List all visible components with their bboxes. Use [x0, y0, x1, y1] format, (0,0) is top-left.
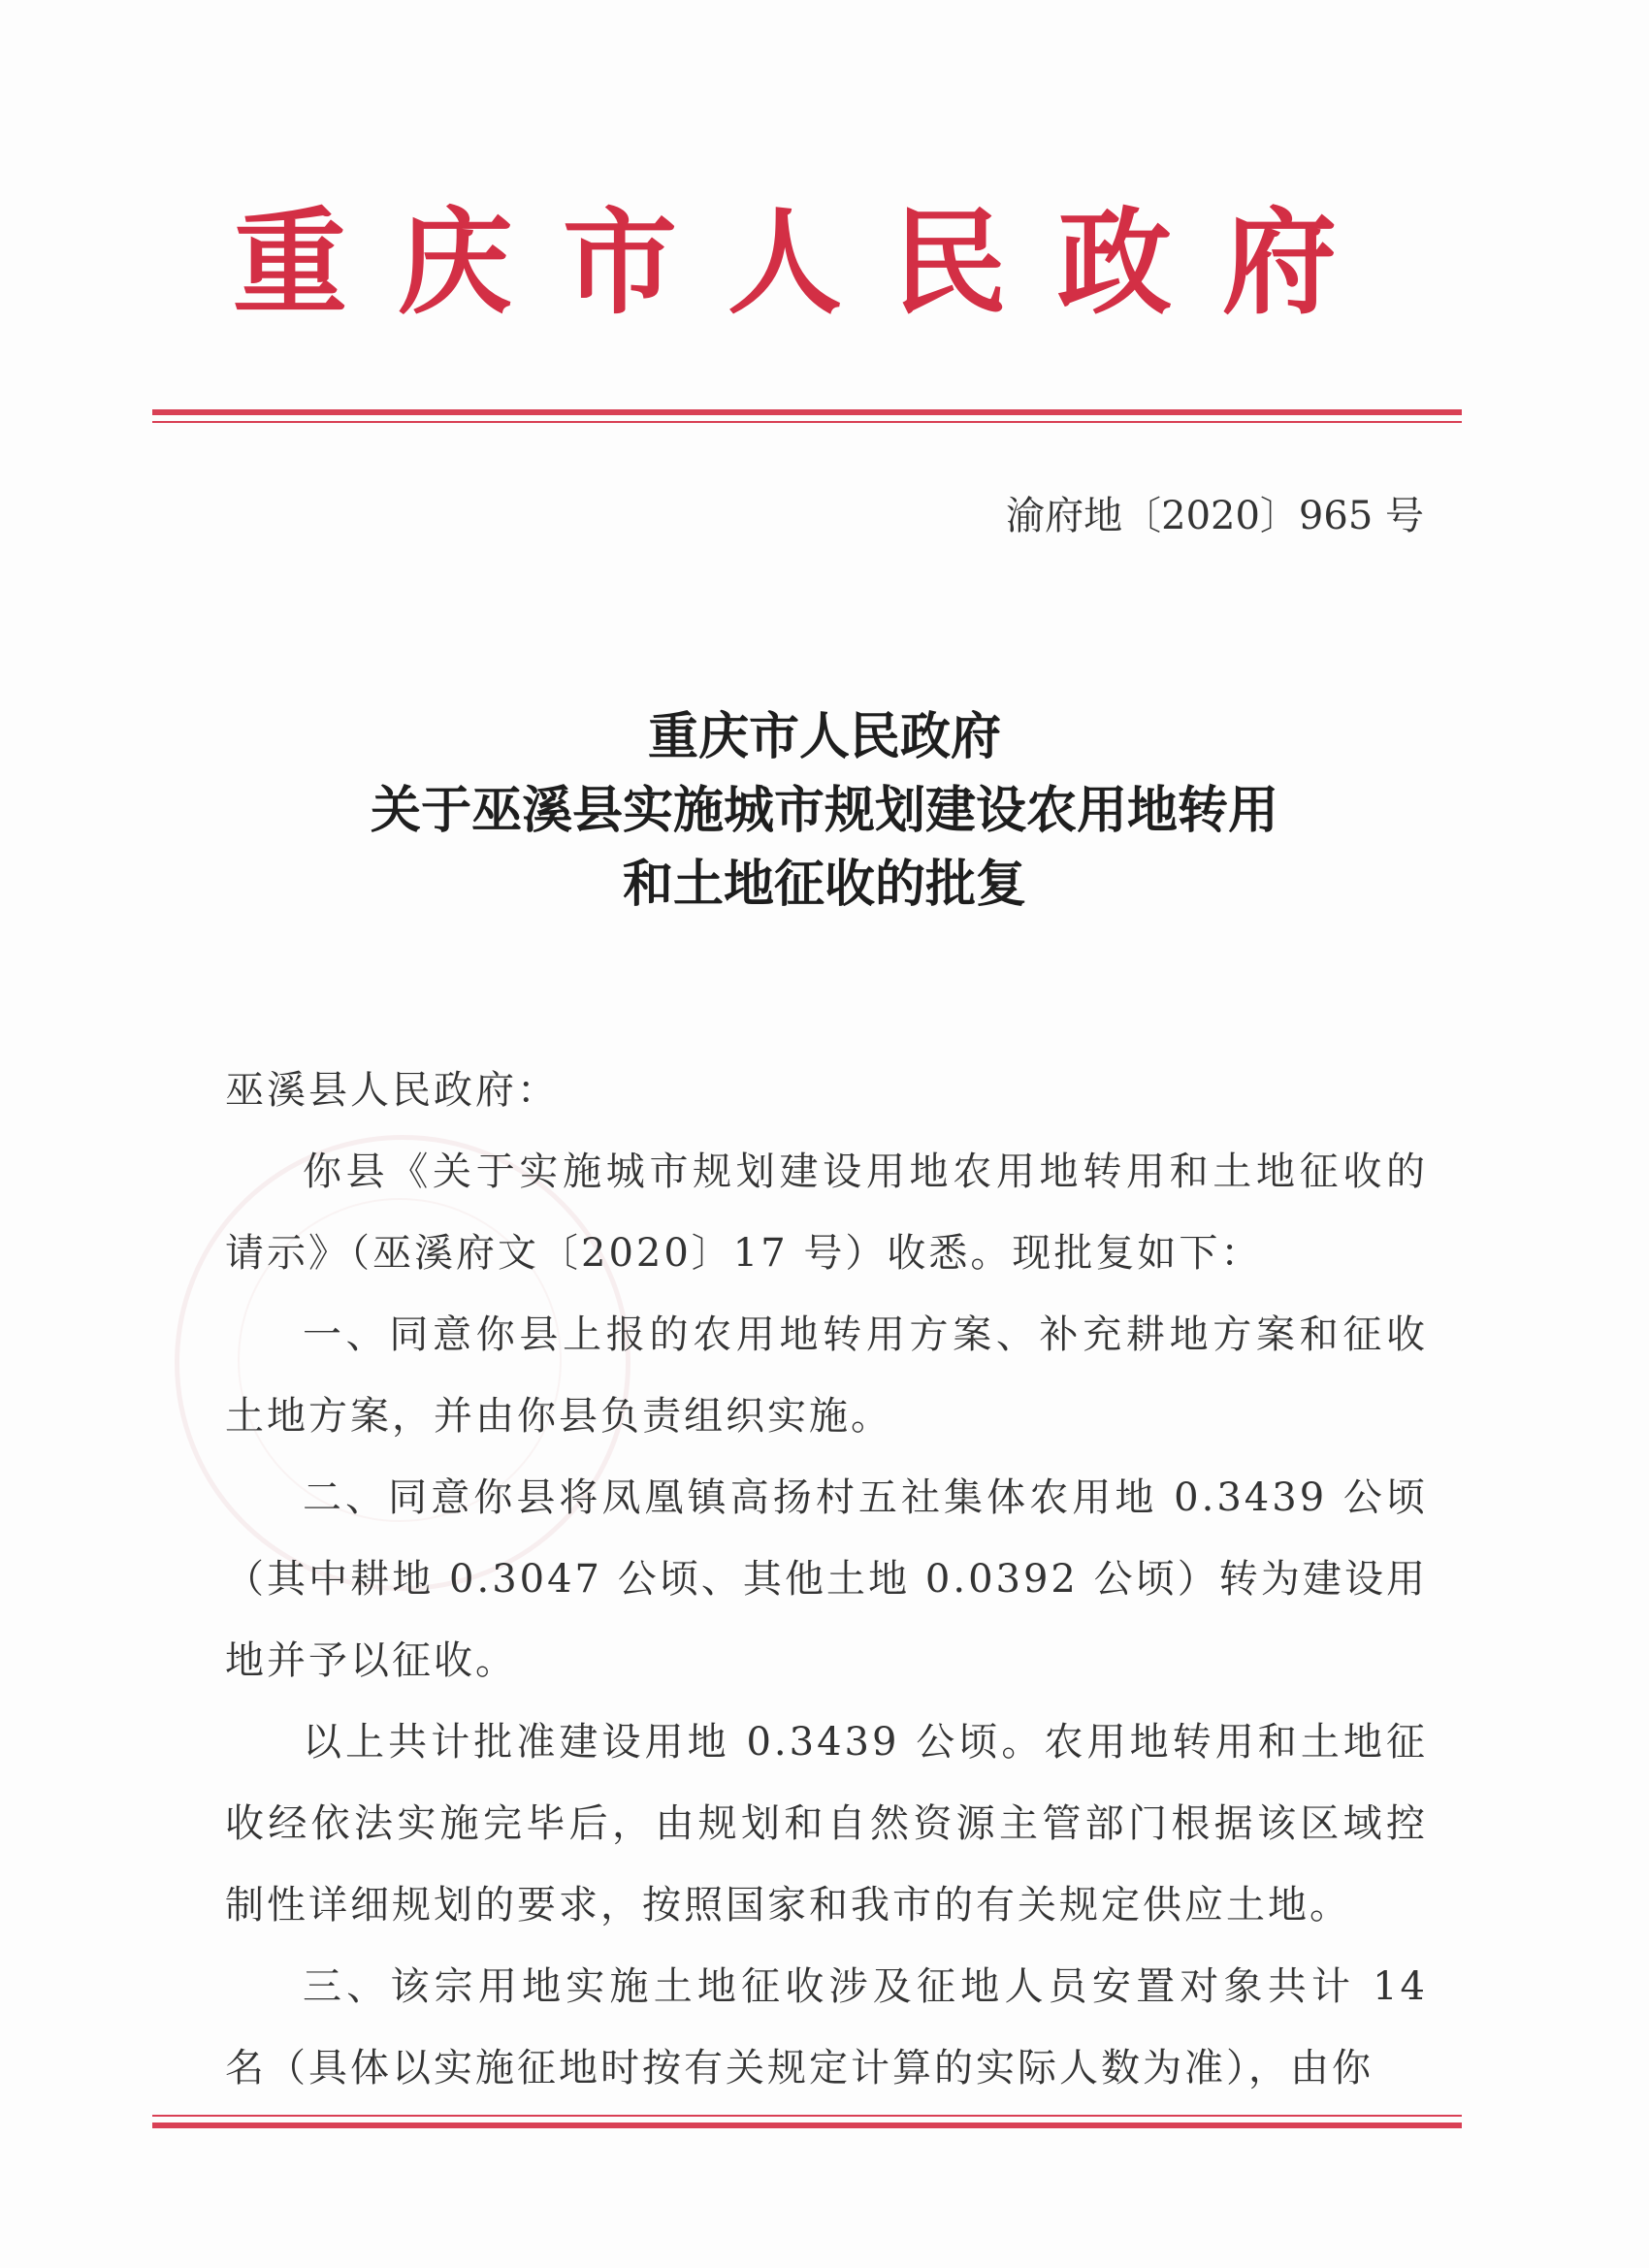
document-body [225, 1050, 1428, 2109]
document-subject [175, 700, 1474, 922]
body-paragraph: 以上共计批准建设用地 0.3439 公顷。农用地转用和土地征收经依法实施完毕后，由规划和自然资源主管部门根据该区域控制性详细规划的要求，按照国家和我市的有关规定供应土地。 [225, 1720, 1428, 1928]
subject-line-2: 关于巫溪县实施城市规划建设农用地转用 [370, 782, 1278, 840]
issuer-header: 重庆市人民政府 [232, 196, 1387, 330]
document-number: 渝府地〔2020〕965 号 [1006, 494, 1424, 538]
subject-line-3: 和土地征收的批复 [622, 856, 1026, 914]
body-paragraph: 二、同意你县将凤凰镇高扬村五社集体农用地 0.3439 公顷（其中耕地 0.3047 公顷、其他土地 0.0392 公顷）转为建设用地并予以征收。 [225, 1475, 1428, 1683]
header-red-rule-thin [152, 421, 1462, 423]
body-paragraph: 你县《关于实施城市规划建设用地农用地转用和土地征收的请示》（巫溪府文〔2020〕17 号）收悉。现批复如下： [225, 1150, 1428, 1276]
footer-red-rule-thick [152, 2122, 1462, 2128]
subject-line-1: 重庆市人民政府 [647, 708, 1001, 766]
body-paragraph: 一、同意你县上报的农用地转用方案、补充耕地方案和征收土地方案，并由你县负责组织实施。 [225, 1312, 1428, 1439]
body-paragraph: 三、该宗用地实施土地征收涉及征地人员安置对象共计 14 名（具体以实施征地时按有关规定计算的实际人数为准），由你 [225, 1964, 1428, 2090]
footer-red-rule-thin [152, 2115, 1462, 2117]
header-red-rule-thick [152, 409, 1462, 415]
salutation: 巫溪县人民政府： [225, 1068, 559, 1113]
